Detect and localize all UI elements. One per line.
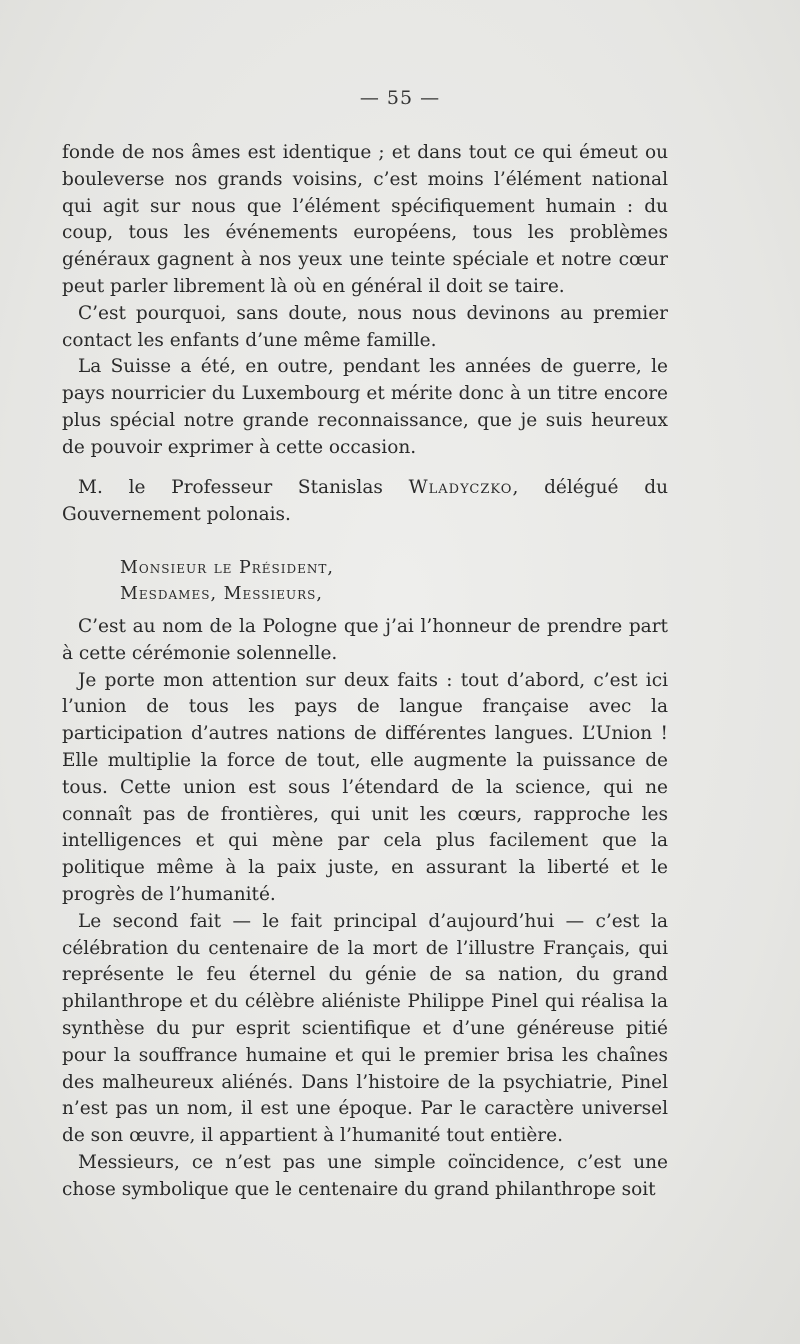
paragraph: La Suisse a été, en outre, pendant les années de guerre, le pays nourricier du Luxembourg et mérite donc à un titre encore plus spécial notre grande reconnaissance, que je suis heureux de pouvoir exprimer à cette occasion. — [62, 356, 668, 458]
paragraph: Le second fait — le fait principal d’aujourd’hui — c’est la célébration du centenaire de la mort de l’illustre Français, qui représente le feu éternel du génie de sa nation, du grand philanthrope et du célèbre aliéniste Philippe Pinel qui réalisa la synthèse du pur esprit scientifique et d’une généreuse pitié pour la souffrance humaine et qui le premier brisa les chaînes des malheureux aliénés. Dans l’histoire de la psychiatrie, Pinel n’est pas un nom, il est une époque. Par le caractère universel de son œuvre, il appartient à l’humanité tout entière. — [62, 910, 668, 1147]
paragraph: fonde de nos âmes est identique ; et dans tout ce qui émeut ou bouleverse nos grands voisins, c’est moins l’élément national qui agit sur nous que l’élément spécifiquement humain : du coup, tous les événements européens, tous les problèmes généraux gagnent à nos yeux une teinte spéciale et notre cœur peut parler librement là où en général il doit se taire. — [62, 142, 668, 297]
salutation-line-1: Monsieur le Président, — [120, 558, 334, 578]
page-number: — 55 — — [359, 87, 441, 109]
paragraph: C’est au nom de la Pologne que j’ai l’honneur de prendre part à cette cérémonie solennelle. — [62, 616, 668, 664]
speaker-name: Wladyczko — [408, 477, 513, 498]
speaker-prefix: M. le Professeur Stanislas — [78, 477, 409, 498]
speaker-line — [62, 475, 668, 529]
paragraph: C’est pourquoi, sans doute, nous nous devinons au premier contact les enfants d’une même famille. — [62, 302, 668, 351]
paragraph: Je porte mon attention sur deux faits : tout d’abord, c’est ici l’union de tous les pays de langue française avec la participation d’autres nations de différentes langues. L’Union ! Elle multiplie la force de tout, elle augmente la puissance de tous. Cette union est sous l’étendard de la science, qui ne connaît pas de frontières, qui unit les cœurs, rapproche les intelligences et qui mène par cela plus facilement que la politique même à la paix juste, en assurant la liberté et le progrès de l’humanité. — [62, 669, 668, 905]
salutation-line-2: Mesdames, Messieurs, — [120, 584, 323, 604]
speaker-suffix: , délégué du Gouvernement polonais. — [62, 477, 668, 525]
speaker-intro — [62, 475, 668, 529]
text-section-2 — [62, 614, 668, 1204]
text-section-1 — [62, 140, 668, 462]
paragraph: Messieurs, ce n’est pas une simple coïncidence, c’est une chose symbolique que le centenaire du grand philanthrope soit — [62, 1151, 668, 1200]
